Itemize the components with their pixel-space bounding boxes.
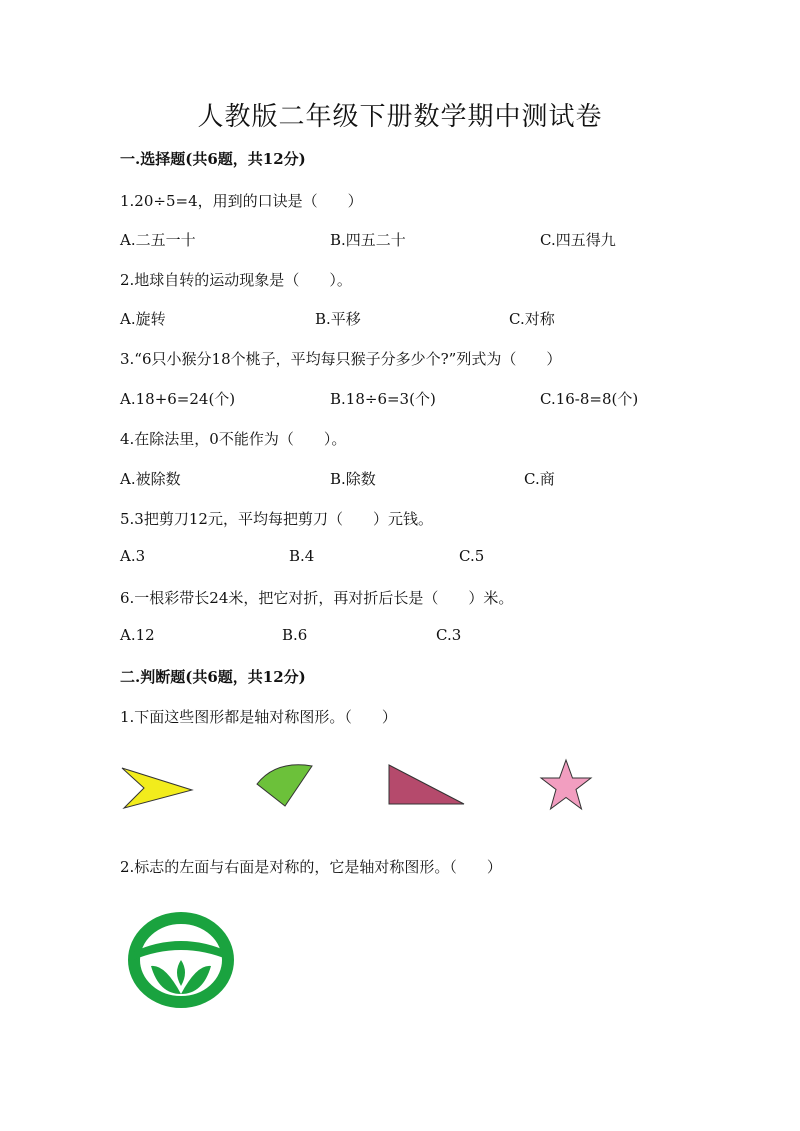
q1-option-b: B.四五二十 (330, 231, 406, 249)
question-5: 5.3把剪刀12元，平均每把剪刀（ ）元钱。 (120, 510, 433, 528)
star-shape-icon (538, 758, 594, 814)
judge-question-1: 1.下面这些图形都是轴对称图形。（ ） (120, 708, 397, 726)
judge-question-2: 2.标志的左面与右面是对称的，它是轴对称图形。（ ） (120, 858, 502, 876)
q5-option-a: A.3 (120, 547, 146, 565)
q1-option-a: A.二五一十 (120, 231, 196, 249)
q4-option-a: A.被除数 (120, 470, 181, 488)
q3-option-c: C.16-8=8(个) (540, 390, 639, 408)
question-3: 3.“6只小猴分18个桃子，平均每只猴子分多少个?”列式为（ ） (120, 350, 562, 368)
q6-option-c: C.3 (436, 626, 462, 644)
section2-heading: 二.判断题(共6题，共12分) (120, 668, 306, 686)
q5-option-c: C.5 (459, 547, 485, 565)
q5-option-b: B.4 (289, 547, 315, 565)
arrow-shape-icon (118, 764, 196, 812)
q2-option-b: B.平移 (315, 310, 361, 328)
green-food-logo-icon (125, 910, 237, 1010)
q6-option-b: B.6 (282, 626, 308, 644)
page-title: 人教版二年级下册数学期中测试卷 (197, 102, 603, 132)
right-triangle-shape-icon (386, 762, 468, 808)
question-1: 1.20÷5=4，用到的口诀是（ ） (120, 192, 363, 210)
q1-option-c: C.四五得九 (540, 231, 616, 249)
question-4: 4.在除法里，0不能作为（ ）。 (120, 430, 347, 448)
sector-shape-icon (254, 760, 316, 808)
question-6: 6.一根彩带长24米，把它对折，再对折后长是（ ）米。 (120, 589, 514, 607)
q4-option-b: B.除数 (330, 470, 376, 488)
section1-heading: 一.选择题(共6题，共12分) (120, 150, 306, 168)
q3-option-b: B.18÷6=3(个) (330, 390, 436, 408)
q2-option-c: C.对称 (509, 310, 555, 328)
q6-option-a: A.12 (120, 626, 155, 644)
q4-option-c: C.商 (524, 470, 555, 488)
q2-option-a: A.旋转 (120, 310, 166, 328)
q3-option-a: A.18+6=24(个) (120, 390, 236, 408)
question-2: 2.地球自转的运动现象是（ ）。 (120, 271, 352, 289)
